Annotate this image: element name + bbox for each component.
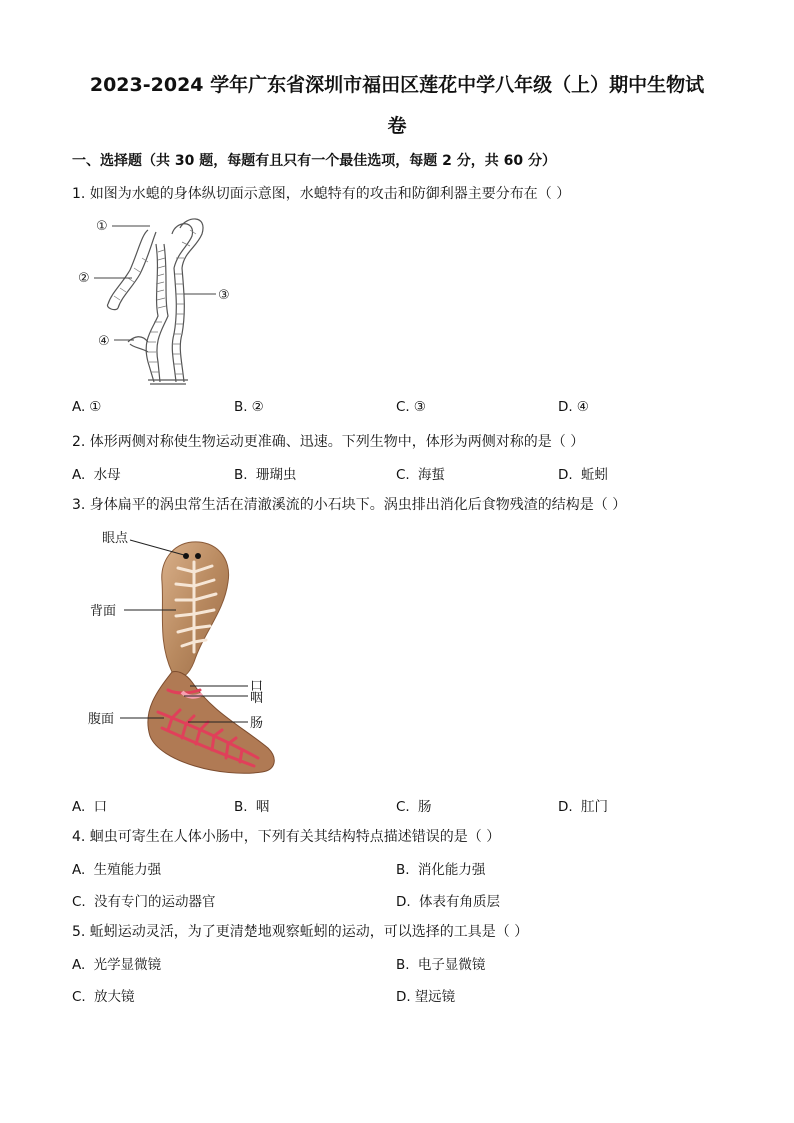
option-key: B. [396,957,410,973]
question-5-stem: 5. 蚯蚓运动灵活，为了更清楚地观察蚯蚓的运动，可以选择的工具是（ ） [72,924,529,940]
question-2-stem: 2. 体形两侧对称使生物运动更准确、迅速。下列生物中，体形为两侧对称的是（ ） [72,434,585,450]
hydra-section-figure [72,212,242,387]
option-key: C. [396,399,410,415]
option-text: 放大镜 [94,989,135,1005]
question-4-stem: 4. 蛔虫可寄生在人体小肠中，下列有关其结构特点描述错误的是（ ） [72,829,501,845]
option-key: C. [396,799,410,815]
option-key: B. [234,799,248,815]
q4-option-a[interactable] [72,858,161,878]
option-text: 珊瑚虫 [255,467,297,483]
q1-option-a[interactable] [72,399,101,415]
option-key: C. [72,894,86,910]
option-text: 蚯蚓 [580,467,608,483]
figure-label-eyespot: 眼点 [102,531,129,546]
q3-option-b[interactable] [234,795,269,815]
q5-option-c[interactable] [72,985,135,1005]
option-key: D. [558,799,573,815]
q1-option-d[interactable] [558,399,589,415]
option-text: 海蜇 [418,467,446,483]
q5-option-d[interactable] [396,985,455,1005]
option-key: D. [558,399,573,415]
option-key: C. [396,467,410,483]
option-key: A. [72,862,86,878]
q3-option-a[interactable] [72,795,107,815]
q3-option-d[interactable] [558,795,608,815]
option-key: A. [72,467,86,483]
option-text: 肠 [418,799,432,815]
page-title-continued: 卷 [387,115,407,137]
figure-label-dorsal: 背面 [90,604,117,619]
option-key: D. [396,894,411,910]
q4-option-c[interactable] [72,890,216,910]
figure-label-ventral: 腹面 [88,712,115,727]
option-key: A. [72,399,86,415]
option-text: ① [89,399,102,415]
question-3-stem: 3. 身体扁平的涡虫常生活在清澈溪流的小石块下。涡虫排出消化后食物残渣的结构是（ ） [72,497,627,513]
option-text: 体表有角质层 [418,894,500,910]
option-text: 光学显微镜 [93,957,162,973]
option-text: 口 [93,799,108,815]
option-key: A. [72,957,86,973]
figure-label-4: ④ [98,334,110,349]
option-text: 肛门 [580,799,608,815]
q2-option-a[interactable] [72,463,121,483]
option-text: ③ [413,399,426,415]
q2-option-d[interactable] [558,463,608,483]
q4-option-b[interactable] [396,858,485,878]
page-title: 2023-2024 学年广东省深圳市福田区莲花中学八年级（上）期中生物试 [89,74,705,96]
option-text: 消化能力强 [417,862,486,878]
option-key: A. [72,799,86,815]
option-key: D. [396,989,411,1005]
q2-option-c[interactable] [396,463,445,483]
option-text: 没有专门的运动器官 [94,894,216,910]
q5-option-b[interactable] [396,953,485,973]
option-text: 电子显微镜 [417,957,486,973]
figure-label-1: ① [96,219,108,234]
option-text: 望远镜 [414,989,456,1005]
figure-label-pharynx: 咽 [250,691,264,706]
figure-label-mouth: 口 [250,679,264,694]
q1-option-c[interactable] [396,399,426,415]
option-key: B. [396,862,410,878]
option-text: 生殖能力强 [93,862,162,878]
q5-option-a[interactable] [72,953,161,973]
q2-option-b[interactable] [234,463,296,483]
option-text: ② [251,399,264,415]
figure-label-intestine: 肠 [250,716,264,731]
q4-option-d[interactable] [396,890,500,910]
option-text: ④ [576,399,589,415]
option-text: 咽 [255,799,270,815]
option-key: B. [234,399,248,415]
option-text: 水母 [93,467,121,483]
option-key: B. [234,467,248,483]
q1-option-b[interactable] [234,399,264,415]
figure-label-2: ② [78,271,90,286]
question-1-stem: 1. 如图为水螅的身体纵切面示意图，水螅特有的攻击和防御利器主要分布在（ ） [72,186,571,202]
option-key: D. [558,467,573,483]
option-key: C. [72,989,86,1005]
figure-label-3: ③ [218,288,230,303]
section-heading: 一、选择题（共 30 题，每题有且只有一个最佳选项，每题 2 分，共 60 分） [72,153,556,169]
q3-option-c[interactable] [396,795,432,815]
planarian-figure [72,522,282,784]
